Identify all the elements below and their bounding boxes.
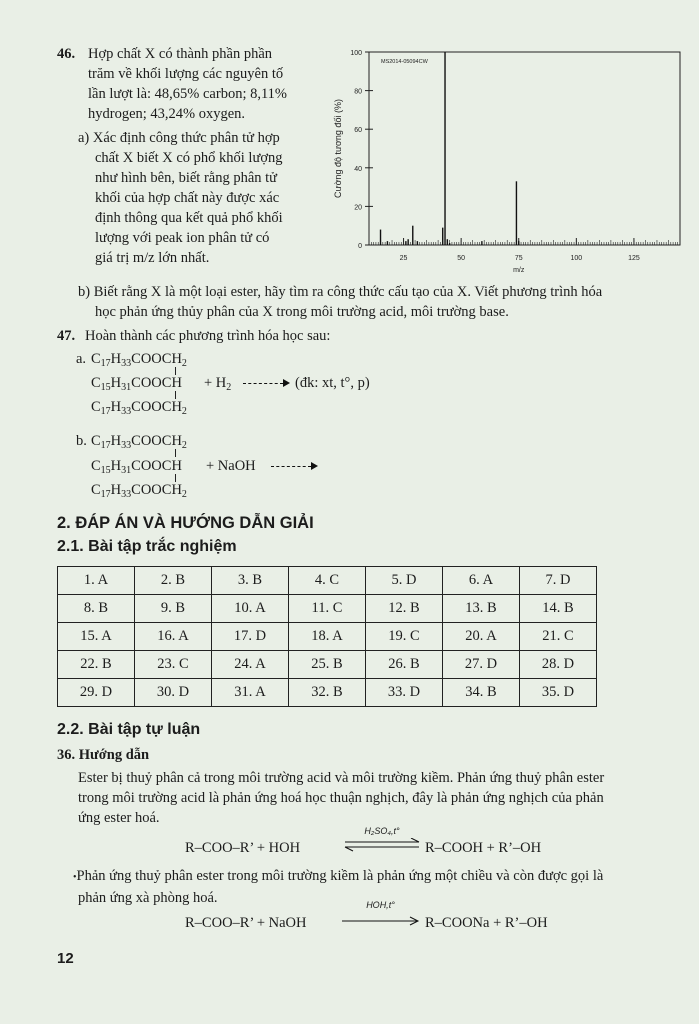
answer-cell: 21. C — [520, 623, 597, 651]
answer-cell: 4. C — [289, 567, 366, 595]
q46-a-line: giá trị m/z lớn nhất. — [95, 250, 210, 266]
x-tick-label: 50 — [457, 255, 466, 262]
page-number: 12 — [57, 950, 74, 967]
answer-cell: 31. A — [212, 679, 289, 707]
q46-part-a — [78, 128, 318, 268]
answer-cell: 8. B — [58, 595, 135, 623]
answer-cell: 11. C — [289, 595, 366, 623]
q46-a-line: lượng với peak ion phân tử có — [95, 230, 270, 246]
y-tick-label: 80 — [354, 88, 362, 96]
q46-a-line: chất X biết X có phổ khối lượng — [95, 150, 283, 166]
eq1-right: R–COOH + R’–OH — [425, 840, 542, 856]
dashed-arrow — [271, 466, 311, 467]
y-tick-label: 20 — [354, 204, 362, 212]
q46-a-line: như hình bên, biết rằng phân tử — [95, 170, 278, 186]
answer-cell: 34. B — [443, 679, 520, 707]
q46-a-line: định thông qua kết quả phổ khối — [95, 210, 283, 226]
answer-cell: 12. B — [366, 595, 443, 623]
answer-table — [57, 566, 597, 707]
arrow-head-icon — [283, 379, 290, 387]
answer-cell: 10. A — [212, 595, 289, 623]
q47-number: 47. — [57, 328, 76, 344]
mass-spectrum-chart — [325, 40, 685, 275]
eq2-right: R–COONa + R’–OH — [425, 915, 548, 931]
answer-cell: 16. A — [135, 623, 212, 651]
dashed-arrow — [243, 383, 283, 384]
answer-row — [58, 679, 597, 707]
x-axis-label: m/z — [513, 267, 525, 274]
answer-cell: 19. C — [366, 623, 443, 651]
answer-cell: 20. A — [443, 623, 520, 651]
answer-row — [58, 567, 597, 595]
y-tick-label: 40 — [354, 165, 362, 173]
q46-b-line: học phản ứng thủy phân của X trong môi trường acid, môi trường base. — [95, 304, 509, 320]
q36-title: 36. Hướng dẫn — [57, 747, 150, 763]
answer-cell: 29. D — [58, 679, 135, 707]
q47b-row1: $C_{17}H_{33}COOCH_2$ — [91, 433, 187, 451]
chart-title: MS2014-05094CW — [381, 59, 428, 65]
q47b-row2: $C_{15}H_{31}COOCH$ — [91, 458, 182, 476]
answer-cell: 32. B — [289, 679, 366, 707]
q47a-row2: $C_{15}H_{31}COOCH$ — [91, 375, 182, 393]
paragraph-line: •Phản ứng thuỷ phân ester trong môi trường kiềm là phản ứng một chiều và còn được gọi là — [73, 868, 604, 884]
answer-cell: 5. D — [366, 567, 443, 595]
eq2-condition: HOH,t° — [366, 900, 395, 910]
q46-intro-line: trăm về khối lượng các nguyên tố — [88, 66, 284, 82]
reaction-arrow-icon — [340, 916, 420, 926]
equilibrium-arrow-icon — [343, 838, 421, 852]
answer-row — [58, 651, 597, 679]
answer-cell: 6. A — [443, 567, 520, 595]
q46-a-line: khối của hợp chất này được xác — [95, 190, 280, 206]
subsection-title-essay: 2.2. Bài tập tự luận — [57, 721, 201, 738]
y-axis-label: Cường độ tương đối (%) — [333, 99, 343, 198]
answer-row — [58, 595, 597, 623]
eq1-condition: H₂SO₄,t° — [364, 826, 400, 836]
answer-cell: 26. B — [366, 651, 443, 679]
q46-intro-line: Hợp chất X có thành phần phần — [88, 46, 273, 62]
paragraph-line: ứng ester hoá. — [78, 810, 160, 826]
q46-number: 46. — [57, 46, 76, 62]
y-tick-label: 100 — [350, 50, 362, 57]
q46-a-line: a) Xác định công thức phân tử hợp — [78, 130, 280, 146]
x-tick-label: 75 — [514, 255, 523, 262]
mass-spectrum-svg — [325, 40, 685, 275]
x-tick-label: 100 — [570, 255, 583, 262]
eq2-left: R–COO–R’ + NaOH — [185, 915, 307, 931]
answer-cell: 15. A — [58, 623, 135, 651]
y-tick-label: 60 — [354, 127, 362, 135]
paragraph-line: phản ứng xà phòng hoá. — [78, 890, 218, 906]
q47-title: Hoàn thành các phương trình hóa học sau: — [85, 328, 331, 344]
q47a-row1: $C_{17}H_{33}COOCH_2$ — [91, 351, 187, 369]
answer-cell: 35. D — [520, 679, 597, 707]
q46-b-line: b) Biết rằng X là một loại ester, hãy tìm ra công thức cấu tạo của X. Viết phương trình hóa — [78, 284, 603, 300]
paragraph-line: trong môi trường acid là phản ứng hoá học thuận nghịch, đây là phản ứng nghịch của phản — [78, 790, 604, 806]
arrow-head-icon — [311, 462, 318, 470]
q46-intro-line: lần lượt là: 48,65% carbon; 8,11% — [88, 86, 288, 102]
q47b-reagent: + NaOH — [206, 458, 256, 474]
y-tick-label: 0 — [358, 243, 362, 250]
q47b-row3: $C_{17}H_{33}COOCH_2$ — [91, 482, 187, 500]
section-title: 2. ĐÁP ÁN VÀ HƯỚNG DẪN GIẢI — [57, 514, 314, 532]
q47a-row3: $C_{17}H_{33}COOCH_2$ — [91, 399, 187, 417]
answer-cell: 27. D — [443, 651, 520, 679]
answer-cell: 25. B — [289, 651, 366, 679]
answer-cell: 23. C — [135, 651, 212, 679]
answer-cell: 1. A — [58, 567, 135, 595]
q46-intro-line: hydrogen; 43,24% oxygen. — [88, 106, 246, 122]
answer-cell: 3. B — [212, 567, 289, 595]
answer-cell: 22. B — [58, 651, 135, 679]
answer-row — [58, 623, 597, 651]
answer-cell: 24. A — [212, 651, 289, 679]
answer-cell: 33. D — [366, 679, 443, 707]
answer-cell: 17. D — [212, 623, 289, 651]
q36-paragraph-1 — [78, 768, 698, 828]
answer-cell: 14. B — [520, 595, 597, 623]
q47a-reagent: + $H_2$ — [204, 375, 232, 393]
answer-cell: 2. B — [135, 567, 212, 595]
paragraph-line: Ester bị thuỷ phân cả trong môi trường acid và môi trường kiềm. Phản ứng thuỷ phân ester — [78, 770, 605, 786]
q47a-condition: (đk: xt, t°, p) — [295, 375, 370, 391]
x-tick-label: 25 — [399, 255, 408, 262]
answer-cell: 28. D — [520, 651, 597, 679]
answer-cell: 18. A — [289, 623, 366, 651]
x-tick-label: 125 — [628, 255, 640, 262]
answer-cell: 9. B — [135, 595, 212, 623]
plot-frame — [369, 52, 680, 245]
q46-part-b — [78, 282, 698, 322]
answer-cell: 7. D — [520, 567, 597, 595]
answer-cell: 30. D — [135, 679, 212, 707]
answer-cell: 13. B — [443, 595, 520, 623]
subsection-title-mcq: 2.1. Bài tập trắc nghiệm — [57, 538, 237, 555]
q46-intro — [88, 44, 318, 124]
q47-b-label: b. — [76, 433, 87, 449]
q47-a-label: a. — [76, 351, 87, 367]
eq1-left: R–COO–R’ + HOH — [185, 840, 301, 856]
